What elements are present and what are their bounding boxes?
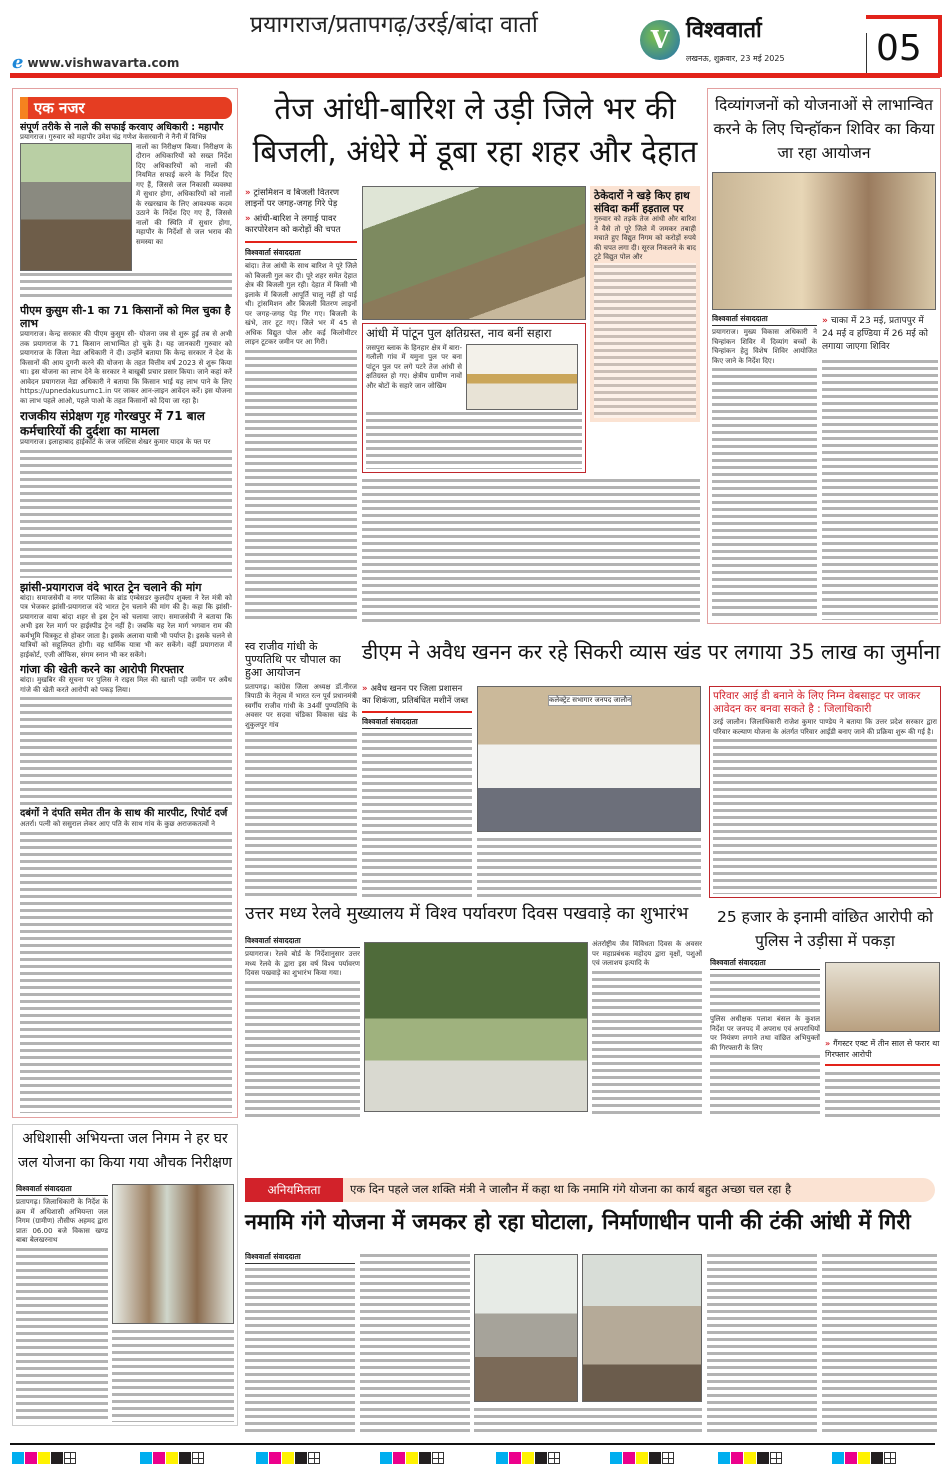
body-text-lines (245, 730, 357, 898)
subhead-bullet: » अवैध खनन पर जिला प्रशासन का शिकंजा, प्रतिबंधित मशीनें जब्त (362, 684, 469, 706)
sidebar-box (590, 186, 700, 422)
main-headline: तेज आंधी-बारिश ले उड़ी जिले भर की बिजली, अंधेरे में डूबा रहा शहर और देहात (252, 91, 698, 170)
body-text-lines (713, 737, 937, 894)
story-body: प्रयागराज। केन्द्र सरकार की पीएम कुसुम सी- योजना जब से शुरू हुई तब से अभी तक प्रयागराज के 71 किसान लाभान्वित हो चुके है। यह जानकारी गुरुवार को प्रयागराज के जिला नेडा अधिकारी ने दी। उन्होंने बताया कि केन्द्र सरकार ने देश के किसानों की आय दुगनी करने की योजना के तहत वित्तीय वर्ष 2023 से शुरू किया था। इस योजना का लाभ देने के सरकार ने बाखूबी प्रचार प्रसार किया। जाने कहां करें आवेदन प्रयागराज नेडा अधिकारी ने बताया कि किसान भाई यह लाभ पाने के लिए https://upnedakusumc1.in पर जाकर आन-लाइन आवेदन करें। इस योजना का लाभ पहले आओ, पहले पाओ के तहत किसानों को दिया जा रहा है। (20, 330, 232, 405)
color-swatch (140, 1452, 152, 1464)
body-text-lines (20, 830, 232, 1113)
fallen-tree-photo (362, 186, 586, 320)
color-swatch (393, 1452, 405, 1464)
color-bar (380, 1452, 444, 1464)
body-text-lines (20, 271, 232, 301)
crosshair-icon (192, 1452, 204, 1464)
color-swatch (871, 1452, 883, 1464)
police-column (710, 958, 820, 1118)
paper-name: विश्ववार्ता (686, 18, 762, 43)
color-swatch (845, 1452, 857, 1464)
kicker-text: एक दिन पहले जल शक्ति मंत्री ने जालौन में कहा था कि नमामि गंगे योजना का कार्य बहुत अच्छा चल रहा है (350, 1182, 792, 1196)
color-swatch (256, 1452, 268, 1464)
divider (825, 1064, 940, 1066)
story-body: प्रतापगढ़। जिलाधिकारी के निर्देश के क्रम में अधिशासी अभियन्ता जल निगम (ग्रामीण) तौसीफ अहमद द्वारा प्रातः 06.00 बजे विकास खण्ड बाबा बेलखरनाथ (16, 1198, 108, 1244)
center-lead-column (245, 188, 357, 622)
water-tank-photo (112, 1184, 234, 1324)
color-swatch (535, 1452, 547, 1464)
body-text-lines (592, 969, 702, 1119)
crosshair-icon (770, 1452, 782, 1464)
story-body: अंतर्राष्ट्रीय जैव विविधता दिवस के अवसर पर महाप्रबंधक महोदय द्वारा वृक्षों, पशुओं एवं जलाशय इत्यादि के (592, 940, 702, 967)
color-swatch (496, 1452, 508, 1464)
body-text-lines (594, 263, 696, 418)
body-text-lines (366, 410, 582, 469)
page-number-box (866, 15, 942, 77)
story-body: बांदा। समाजसेवी व नगर पालिका के ब्रांड एम्बेसडर कुलदीप शुक्ला ने रेल मंत्री को पत्र भेजकर झांसी-प्रयागराज वंदे भारत ट्रेन चलाने की मांग की है। कहा कि झांसी-प्रयागराज वाया बांदा शहर से इस ट्रेन को चलाया जाए। समाजसेवी ने बताया कि अभी इस रेल मार्ग पर हाईस्पीड ट्रेन नहीं है। जबकि यह रेल मार्ग भगवान राम की कर्मभूमि चित्रकूट से होकर जाता है। इसके अलावा यात्री भी पर्याप्त है। इसके चलने से यात्रियों को सहूलियत होगी। वह धार्मिक यात्रा भी कर सकेंगे। वहीं प्रयागराज में हाईकोर्ट, एजी ऑफिस, संगम स्नान भी कर सकेंगे। (20, 593, 232, 659)
rajiv-column (245, 640, 357, 898)
bottom-column-1 (245, 1252, 355, 1434)
body-text-lines (20, 695, 232, 805)
body-text-lines (825, 1070, 940, 1118)
left-column (20, 97, 232, 1113)
jal-column (16, 1184, 108, 1422)
collectorate-meeting-photo (477, 686, 701, 832)
mayor-inspection-photo (20, 143, 132, 271)
color-swatch (858, 1452, 870, 1464)
color-swatch (731, 1452, 743, 1464)
body-text-lines (16, 1246, 108, 1423)
story-body: जसपुरा ब्लाक के हिनहार क्षेत्र में बारा-गलौली गांव में यमुना पुल पर बना पांटून पुल पर लगे पटरे तेज आंधी से क्षतिग्रस्त हो गए। क्षेत्रीय ग्रामीण नावों और बोटों के सहारे जान जोखिम (366, 343, 462, 390)
color-bar (140, 1452, 204, 1464)
story-headline: डीएम ने अवैध खनन कर रहे सिकरी व्यास खंड पर लगाया 35 लाख का जुर्माना (362, 640, 941, 664)
color-swatch (623, 1452, 635, 1464)
accused-photo (825, 962, 940, 1032)
color-bar (718, 1452, 782, 1464)
story-title: झांसी-प्रयागराज वंदे भारत ट्रेन चलाने की मांग (20, 580, 202, 594)
body-text-lines (477, 836, 701, 898)
story-body: बांदा। मुखबिर की सूचना पर पुलिस ने राइस मिल की खाली पड़ी जमीन पर अवैध गांजे की खेती करते आरोपी को पकड़ लिया। (20, 676, 232, 694)
photo-sign: कलेक्ट्रेट सभागार जनपद जालौन (549, 696, 631, 704)
sidebar-body: गुरुवार को तड़के तेज आंधी और बारिश ने वैसे तो पूरे जिले में जमकर तबाही मचाते हुए विद्युत निगम को करोड़ों रुपये की चपत लगा दी। सूरज निकलने के बाद टूटे विद्युत पोल और (594, 215, 696, 262)
color-swatch (282, 1452, 294, 1464)
color-swatch (649, 1452, 661, 1464)
browser-e-icon: e (12, 52, 24, 73)
body-text-lines (712, 366, 817, 620)
page-number: 05 (876, 28, 922, 69)
pull-quote: » गैंगस्टर एक्ट में तीन साल से फरार था गिरफ्तार आरोपी (825, 1039, 940, 1059)
color-bar (256, 1452, 320, 1464)
color-swatch (179, 1452, 191, 1464)
dateline: लखनऊ, शुक्रवार, 23 मई 2025 (686, 54, 785, 63)
color-bar (12, 1452, 76, 1464)
color-bar (610, 1452, 674, 1464)
story-headline: उत्तर मध्य रेलवे मुख्यालय में विश्व पर्यावरण दिवस पखवाड़े का शुभारंभ (245, 904, 689, 924)
story-body: प्रतापगढ़। कांग्रेस जिला अध्यक्ष डॉ.नीरज त्रिपाठी के नेतृत्व में भारत रत्न पूर्व प्रधानमंत्री स्वर्गीय राजीव गांधी के 34वीं पुण्यतिथि के अवसर पर सदवा चंडिका विकास खंड के शुकुलपुर गांव (245, 682, 357, 729)
story-body: प्रयागराज। रेलवे बोर्ड के निर्देशानुसार उत्तर मध्य रेलवे के द्वारा इस वर्ष विश्व पर्यावरण दिवस पखवाड़े का शुभारंभ किया गया। (245, 950, 360, 977)
byline: विश्ववार्ता संवाददाता (245, 248, 357, 260)
subhead-bullet: » आंधी-बारिश ने लगाई पावर कारपोरेशन को करोड़ों की चपत (245, 214, 341, 235)
website-link[interactable]: e www.vishwavarta.com (12, 52, 180, 73)
body-text-lines (710, 972, 820, 1012)
byline: विश्ववार्ता संवाददाता (362, 717, 472, 729)
crosshair-icon (64, 1452, 76, 1464)
byline: विश्ववार्ता संवाददाता (710, 958, 820, 970)
color-swatch (25, 1452, 37, 1464)
header-rule (10, 73, 940, 78)
collapsed-tank-photo-1 (474, 1254, 578, 1402)
story-body: प्रयागराज। मुख्य विकास अधिकारी ने चिन्हांकन शिविर में दिव्यांग बच्चों के चिन्हांकन हेतु विशेष शिविर आयोजित किए जाने के निर्देश दिए। (712, 328, 817, 365)
divider (245, 241, 357, 243)
crosshair-icon (884, 1452, 896, 1464)
color-swatch (51, 1452, 63, 1464)
body-text-lines (245, 348, 357, 623)
footer-rule (10, 1443, 935, 1445)
color-swatch (509, 1452, 521, 1464)
body-text-lines (245, 1266, 355, 1434)
byline: विश्ववार्ता संवाददाता (245, 936, 360, 948)
story-title: स्व राजीव गांधी के पुण्यतिथि पर चौपाल का हुआ आयोजन (245, 640, 341, 680)
railway-column-2 (592, 940, 702, 1118)
color-swatch (832, 1452, 844, 1464)
story-body: पुलिस अधीक्षक पलाश बंसल के कुशल निर्देश पर जनपद में अपराध एवं अपराधियों पर नियंत्रण लगाने तथा वांछित अभियुक्तों की गिरफ्तारी के लिए (710, 1015, 820, 1052)
story-title: गांजा की खेती करने का आरोपी गिरफ्तार (20, 663, 184, 677)
dm-lead-column (362, 683, 472, 898)
story-body: बांदा। तेज आंधी के साथ बारिश ने पूरे जिले को बिजली गुल कर दी। पूरे शहर समेत देहात क्षेत्र की बिजली गुल रही। देहात में किसी भी इलाके में बिजली आपूर्ति चालू नहीं हो पाई थी। ट्रांसमिशन और बिजली वितरण लाइनों पर जगह-जगह पेड़ गिर गए। बिजली के खंभे, तार टूट गए। जिले भर में 45 से अधिक विद्युत पोल और कई किलोमीटर लाइन टूटकर जमीन पर आ गिरी। (245, 262, 357, 346)
color-swatch (757, 1452, 769, 1464)
police-side-column (825, 962, 940, 1118)
body-text-lines (474, 1406, 702, 1434)
body-text-lines (710, 1053, 820, 1118)
crosshair-icon (548, 1452, 560, 1464)
color-swatch (610, 1452, 622, 1464)
railway-column (245, 936, 360, 1118)
body-text-lines (20, 448, 232, 578)
color-bar (496, 1452, 560, 1464)
story-headline: नमामि गंगे योजना में जमकर हो रहा घोटाला, निर्माणाधीन पानी की टंकी आंधी में गिरी (245, 1210, 911, 1235)
body-text-lines (362, 731, 472, 898)
body-text-lines (360, 1252, 470, 1434)
story-title: पीएम कुसुम सी-1 का 71 किसानों को मिल चुका है लाभ (20, 303, 231, 331)
story-title: दबंगों ने दंपति समेत तीन के साथ की मारपीट, रिपोर्ट दर्ज (20, 808, 228, 820)
body-text-lines (822, 358, 938, 620)
color-swatch (636, 1452, 648, 1464)
right-text-column (712, 314, 817, 620)
story-body: नालों का निरीक्षण किया। निरीक्षण के दौरान अधिकारियों को सख्त निर्देश दिए अधिकारियों को नालों की नियमित सफाई करने के निर्देश दिए गए हैं, जिससे जल निकासी व्यवस्था में सुधार होगा, अधिकारियों को नालों के रखरखाव के लिए आवश्यक कदम उठाने के निर्देश दिए गए हैं, जिससे नालों की स्थिति में सुधार होगा, महापौर के निर्देशों से जल भराव की समस्या का (136, 142, 232, 246)
color-swatch (522, 1452, 534, 1464)
color-swatch (295, 1452, 307, 1464)
byline: विश्ववार्ता संवाददाता (245, 1252, 355, 1264)
story-lead: प्रयागराज। गुरुवार को महापौर उमेश चंद्र गणेश केसरवानी ने नैनी में विभिन्न (20, 133, 207, 142)
color-swatch (153, 1452, 165, 1464)
color-swatch (744, 1452, 756, 1464)
story-title: आंधी में पांटून पुल क्षतिग्रस्त, नाव बनीं सहारा (366, 326, 552, 340)
color-swatch (406, 1452, 418, 1464)
color-swatch (166, 1452, 178, 1464)
crosshair-icon (308, 1452, 320, 1464)
story-lead: प्रयागराज। इलाहाबाद हाईकोर्ट के जज जस्टिस शेखर कुमार यादव के फ्त पर (20, 438, 211, 447)
pontoon-box (362, 323, 586, 473)
story-title: परिवार आई डी बनाने के लिए निम्न वेबसाइट पर जाकर आवेदन कर बनवा सकते है : जिलाधिकारी (713, 690, 921, 715)
family-id-box (709, 686, 941, 898)
body-text-lines (822, 1252, 937, 1434)
right-quote-column (822, 315, 938, 620)
sidebar-title: ठेकेदारों ने खड़े किए हाथ संविदा कर्मी हड़ताल पर (594, 190, 690, 215)
collapsed-tank-photo-2 (582, 1254, 702, 1402)
section-title: प्रयागराज/प्रतापगढ़/उरई/बांदा वार्ता (250, 12, 538, 38)
ek-nazar-banner: एक नजर (20, 97, 232, 119)
color-swatch (419, 1452, 431, 1464)
crosshair-icon (432, 1452, 444, 1464)
pull-quote: » चाका में 23 मई, प्रतापपुर में 24 मई व हण्डिया में 26 मई को लगाया जाएगा शिविर (822, 316, 928, 352)
crosshair-icon (662, 1452, 674, 1464)
story-headline: दिव्यांगजनों को योजनाओं से लाभान्वित करने के लिए चिन्हॉकन शिविर का किया जा रहा आयोजन (713, 96, 935, 162)
color-bar (832, 1452, 896, 1464)
color-swatch (12, 1452, 24, 1464)
camp-photo (712, 172, 936, 310)
byline: विश्ववार्ता संवाददाता (16, 1184, 108, 1196)
subhead-bullet: » ट्रांसमिशन व बिजली वितरण लाइनों पर जगह-जगह गिरे पेड़ (245, 188, 340, 209)
category-tag: अनियमितता (245, 1178, 343, 1202)
story-title: संपूर्ण तरीके से नाले की सफाई करवाए अधिकारी : महापौर (20, 122, 224, 133)
color-swatch (380, 1452, 392, 1464)
boat-photo (466, 344, 578, 410)
divider (362, 711, 472, 713)
page-header (0, 0, 945, 80)
story-headline: 25 हजार के इनामी वांछित आरोपी को पुलिस ने उड़ीसा में पकड़ा (716, 908, 934, 950)
color-swatch (718, 1452, 730, 1464)
body-text-lines (112, 1328, 234, 1422)
story-body: उरई जालौन। जिलाधिकारी राजेश कुमार पाण्डेय ने बताया कि उत्तर प्रदेश सरकार द्वारा परिवार कल्याण योजना के अंतर्गत परिवार आईडी बनाए जाने की प्रक्रिया शुरू की गई है। (713, 718, 937, 736)
story-title: राजकीय संप्रेक्षण गृह गोरखपुर में 71 बाल कर्मचारियों की दुर्दशा का मामला (20, 409, 205, 438)
body-text-lines (245, 979, 360, 1119)
story-headline: अधिशासी अभियन्ता जल निगम ने हर घर जल योजना का किया गया औचक निरीक्षण (18, 1131, 232, 1171)
color-swatch (38, 1452, 50, 1464)
story-lead: अतर्रा। पत्नी को ससुराल लेकर आए पति के साथ गांव के कुछ अराजकतत्वों ने (20, 820, 216, 829)
body-text-lines (362, 477, 700, 625)
paper-logo: V (640, 20, 680, 60)
color-swatch (269, 1452, 281, 1464)
railway-event-photo (364, 942, 588, 1112)
byline: विश्ववार्ता संवाददाता (712, 314, 817, 326)
body-text-lines (707, 1252, 817, 1434)
